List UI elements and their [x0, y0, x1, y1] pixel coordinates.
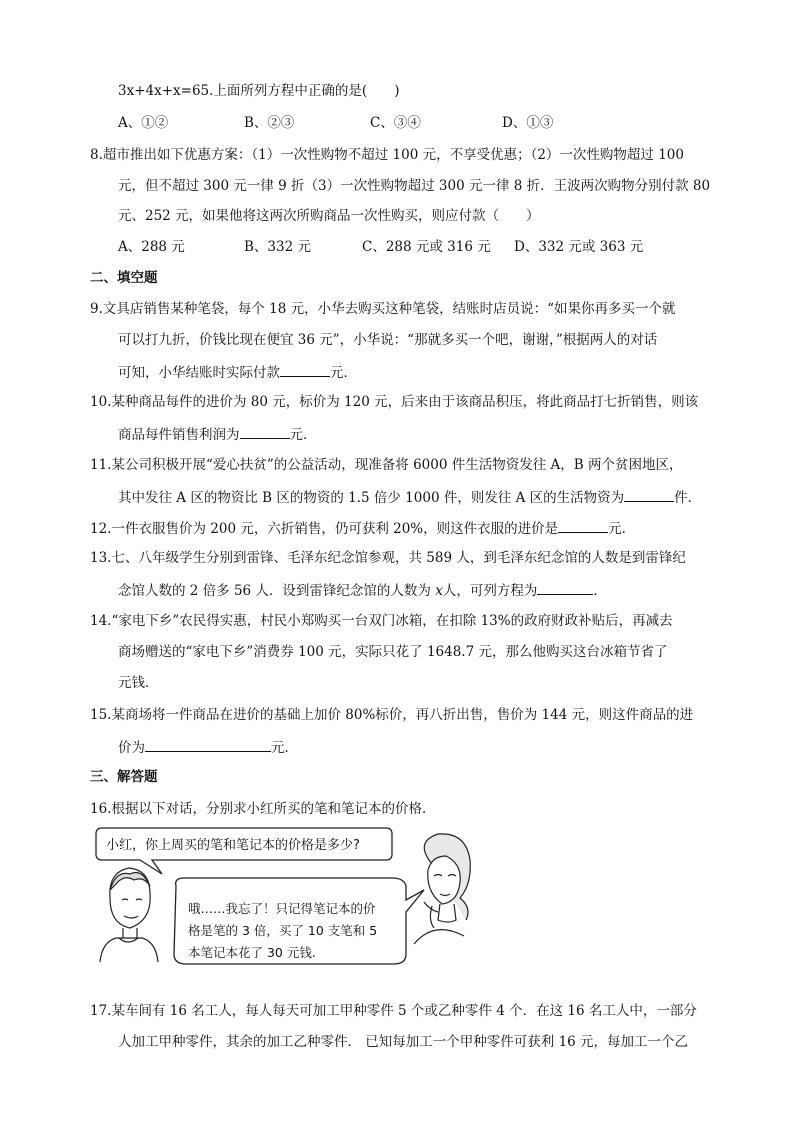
q10-line-2-text: 商品每件销售利润为	[118, 427, 240, 443]
bubble-answer-line-2: 格是笔的 3 倍，买了 10 支笔和 5	[188, 923, 378, 938]
q14-line-1: 14.“家电下乡”农民得实惠，村民小郑购买一台双门冰箱，在扣除 13%的政府财政补贴后，再减去	[90, 613, 673, 629]
q8-line-2: 元，但不超过 300 元一律 9 折（3）一次性购物超过 300 元一律 8 折．王波两次购物分别付款 80	[118, 178, 711, 194]
section-heading-fill-blank: 二、填空题	[90, 270, 158, 286]
q8-option-d: D、332 元或 363 元	[514, 239, 644, 255]
q12-line-1	[90, 518, 635, 538]
bubble-question-text: 小红，你上周买的笔和笔记本的价格是多少?	[106, 838, 360, 853]
q13-line-2-text-b: 人，可列方程为	[442, 583, 538, 599]
q15-line-1: 15.某商场将一件商品在进价的基础上加价 80%标价，再八折出售，售价为 144 元，则这件商品的进	[90, 707, 694, 723]
q14-line-2: 商场赠送的“家电下乡”消费券 100 元，实际只花了 1648.7 元，那么他购买这台冰箱节省了	[118, 644, 668, 660]
q15-line-2	[118, 737, 298, 757]
q12-unit: 元．	[608, 521, 636, 537]
q13-end: ．	[593, 583, 607, 599]
bubble-answer-text	[188, 898, 377, 964]
q7-option-b: B、②③	[244, 115, 295, 131]
q10-line-2	[118, 424, 317, 444]
q11-answer-blank	[624, 487, 674, 502]
q13-line-2	[118, 580, 607, 600]
q9-line-1: 9.文具店销售某种笔袋，每个 18 元，小华去购买这种笔袋，结账时店员说：“如果你再多买一个就	[90, 301, 676, 317]
q13-line-1: 13.七、八年级学生分别到雷锋、毛泽东纪念馆参观，共 589 人，到毛泽东纪念馆的人数是到雷锋纪	[90, 550, 686, 566]
q12-answer-blank	[558, 518, 608, 533]
q15-answer-blank	[145, 737, 271, 752]
q10-answer-blank	[240, 424, 290, 439]
q13-variable: x	[435, 583, 443, 599]
q16-dialogue-illustration	[94, 824, 474, 966]
q7-option-a: A、①②	[118, 115, 169, 131]
q13-line-2-text: 念馆人数的 2 倍多 56 人．设到雷锋纪念馆的人数为	[118, 583, 436, 599]
q11-line-2	[118, 487, 701, 507]
bubble-answer-line-1: 哦……我忘了！只记得笔记本的价	[188, 901, 376, 916]
q8-line-3: 元、252 元，如果他将这两次所购商品一次性购买，则应付款（ ）	[118, 208, 540, 224]
q12-line-1-text: 12.一件衣服售价为 200 元，六折销售，仍可获利 20%，则这件衣服的进价是	[90, 521, 559, 537]
q9-line-3-text: 可知，小华结账时实际付款	[118, 365, 280, 381]
q15-unit: 元．	[271, 740, 298, 756]
q9-line-2: 可以打九折，价钱比现在便宜 36 元”，小华说：“那就多买一个吧，谢谢，”根据两人的对话	[118, 332, 658, 348]
q7-option-d: D、①③	[502, 115, 554, 131]
q9-answer-blank	[280, 362, 330, 377]
bubble-answer-line-3: 本笔记本花了 30 元钱.	[188, 945, 316, 960]
boy-figure	[100, 868, 158, 962]
q9-unit: 元．	[330, 365, 357, 381]
q10-unit: 元．	[289, 427, 317, 443]
section-heading-solve: 三、解答题	[90, 769, 158, 785]
q8-option-b: B、332 元	[244, 239, 311, 255]
q11-unit: 件．	[674, 490, 702, 506]
q8-option-c: C、288 元或 316 元	[362, 239, 491, 255]
q9-line-3	[118, 362, 357, 382]
q11-line-2-text: 其中发往 A 区的物资比 B 区的物资的 1.5 倍少 1000 件，则发往 A 区的生活物资为	[118, 490, 625, 506]
q10-line-1: 10.某种商品每件的进价为 80 元，标价为 120 元，后来由于该商品积压，将此商品打七折销售，则该	[90, 394, 699, 410]
q13-answer-blank	[537, 580, 593, 595]
q8-option-a: A、288 元	[118, 239, 185, 255]
q11-line-1: 11.某公司积极开展“爱心扶贫”的公益活动，现准备将 6000 件生活物资发往 A，B 两个贫困地区，	[90, 457, 683, 473]
q8-line-1: 8.超市推出如下优惠方案：（1）一次性购物不超过 100 元，不享受优惠；（2）一次性购物超过 100	[90, 147, 684, 163]
q15-line-2-text: 价为	[118, 740, 145, 756]
q17-line-1: 17.某车间有 16 名工人，每人每天可加工甲种零件 5 个或乙种零件 4 个．在这 16 名工人中，一部分	[90, 1003, 697, 1019]
q17-line-2: 人加工甲种零件，其余的加工乙种零件． 已知每加工一个甲种零件可获利 16 元，每加工一个乙	[118, 1034, 689, 1050]
q14-line-3: 元钱．	[118, 675, 159, 691]
q7-equation-line: 3x+4x+x=65.上面所列方程中正确的是( )	[118, 83, 400, 99]
q7-option-c: C、③④	[370, 115, 421, 131]
girl-figure	[414, 834, 470, 944]
q16-line-1: 16.根据以下对话，分别求小红所买的笔和笔记本的价格．	[90, 801, 436, 817]
